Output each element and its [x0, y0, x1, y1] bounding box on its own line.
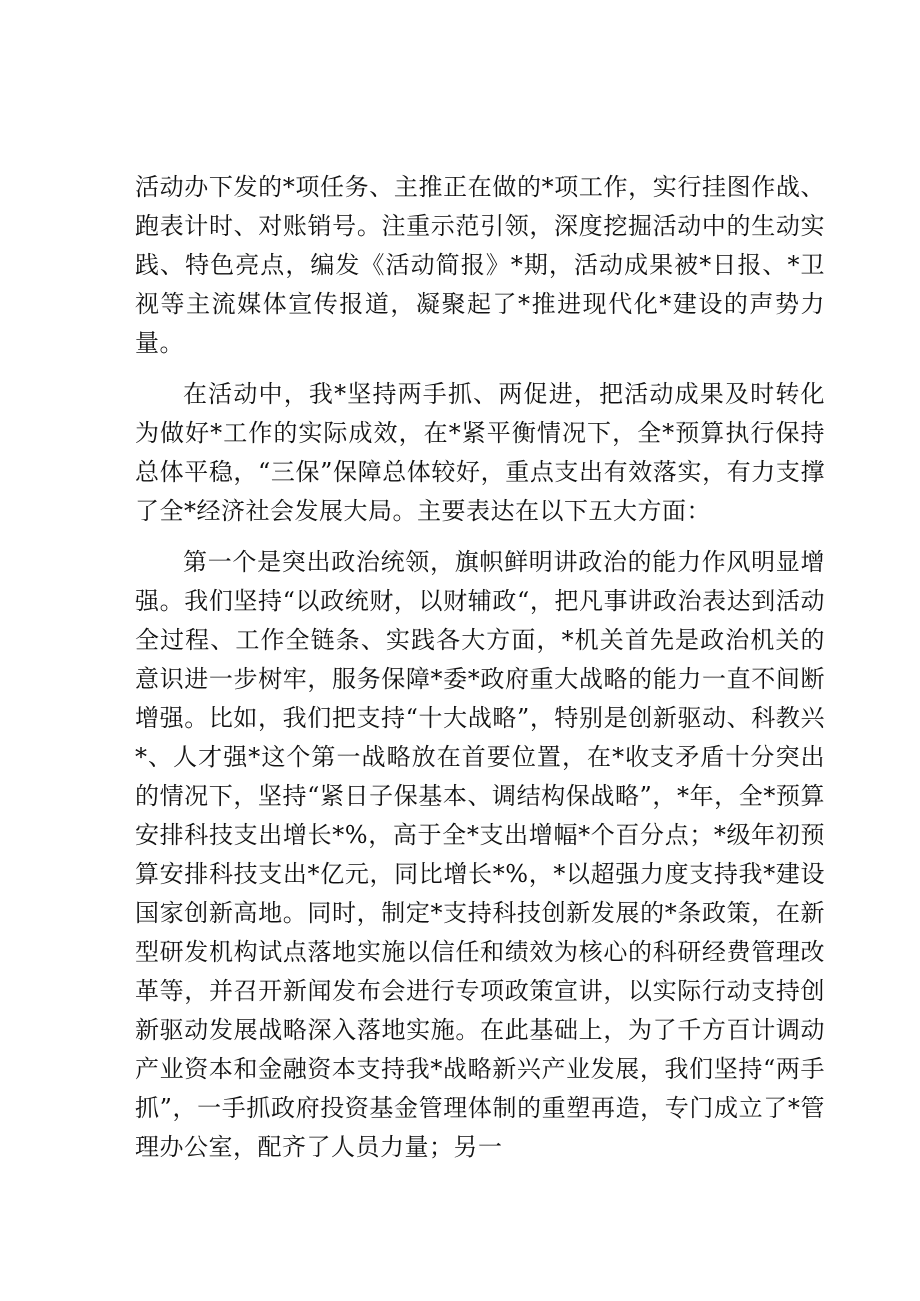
- paragraph-3: 第一个是突出政治统领，旗帜鲜明讲政治的能力作风明显增强。我们坚持“以政统财，以财辅政“，把凡事讲政治表达到活动全过程、工作全链条、实践各大方面，*机关首先是政治机关的意识进一步树牢，服务保障*委*政府重大战略的能力一直不间断增强。比如，我们把支持“十大战略”，特别是创新驱动、科教兴*、人才强*这个第一战略放在首要位置，在*收支矛盾十分突出的情况下，坚持“紧日子保基本、调结构保战略”，*年，全*预算安排科技支出增长*%，高于全*支出增幅*个百分点；*级年初预算安排科技支出*亿元，同比增长*%，*以超强力度支持我*建设国家创新高地。同时，制定*支持科技创新发展的*条政策，在新型研发机构试点落地实施以信任和绩效为核心的科研经费管理改革等，并召开新闻发布会进行专项政策宣讲，以实际行动支持创新驱动发展战略深入落地实施。在此基础上，为了千方百计调动产业资本和金融资本支持我*战略新兴产业发展，我们坚持“两手抓”，一手抓政府投资基金管理体制的重塑再造，专门成立了*管理办公室，配齐了人员力量；另一: [135, 548, 825, 1161]
- paragraph-1: 活动办下发的*项任务、主推正在做的*项工作，实行挂图作战、跑表计时、对账销号。注重示范引领，深度挖掘活动中的生动实践、特色亮点，编发《活动简报》*期，活动成果被*日报、*卫视等主流媒体宣传报道，凝聚起了*推进现代化*建设的声势力量。: [135, 173, 825, 357]
- paragraph-2: 在活动中，我*坚持两手抓、两促进，把活动成果及时转化为做好*工作的实际成效，在*紧平衡情况下，全*预算执行保持总体平稳，“三保”保障总体较好，重点支出有效落实，有力支撑了全*经济社会发展大局。主要表达在以下五大方面：: [135, 380, 825, 525]
- document-body: [135, 168, 825, 1179]
